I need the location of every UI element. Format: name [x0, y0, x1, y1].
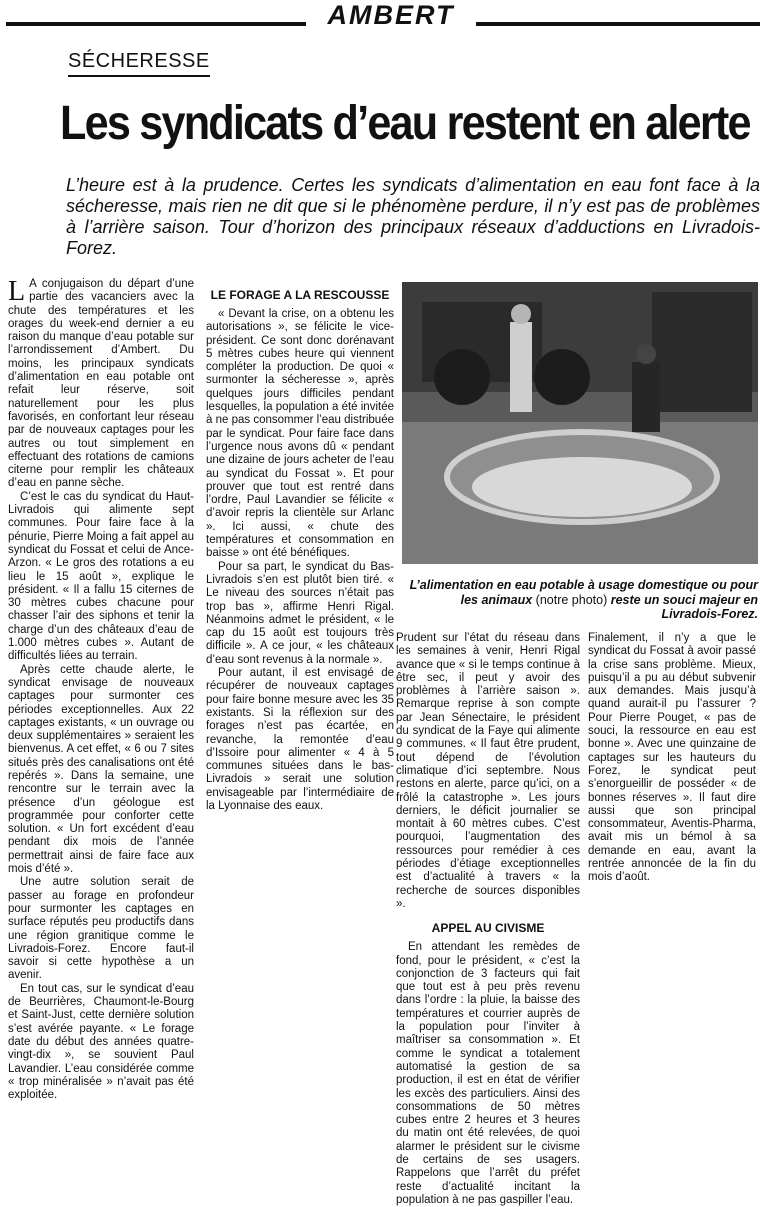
paragraph-5: En tout cas, sur le syndicat d’eau de Beurrières, Chaumont-le-Bourg et Saint-Just, cette dernière solution s’est avérée payante. « Le forage date du début des années quatre-vingt-dix », se souvient Paul Lavandier. L’eau considérée comme « trop minéralisée » n’avait pas été exploitée. [8, 982, 194, 1102]
lead-paragraph: L’heure est à la prudence. Certes les syndicats d’alimentation en eau font face à la sécheresse, mais rien ne dit que si le phénomène perdure, il n’y est pas de problèmes à l’arrière saison. Tour d’horizon des principaux réseaux d’adductions en Livradois-Forez. [66, 175, 760, 258]
paragraph-11: Finalement, il n’y a que le syndicat du Fossat à avoir passé la crise sans problème. Mieux, puisqu’il a pu au début subvenir aux demandes. Mais jusqu’à quand aurait-il pu l’assurer ? Pour Pierre Pouget, « pas de souci, la ressource en eau est bonne ». Avec une quinzaine de captages sur les hauteurs du Forez, le syndicat peut s’enorgueillir de posséder « de bonnes réserves ». Il faut dire aussi que son principal consommateur, Aventis-Pharma, avait mis un bémol à sa demande en eau, avant la rentrée annoncée de la fin du mois d’août. [588, 632, 756, 884]
paragraph-9: Prudent sur l’état du réseau dans les semaines à venir, Henri Rigal avance que « si le temps continue à être sec, il peut y avoir des problèmes à l’arrière saison ». Remarque reprise à son compte par Jean Sénectaire, le président du syndicat de la Faye qui alimente 9 communes. « Il faut être prudent, tout dépend de l’évolution climatique d’ici septembre. Nous restons en alerte, parce qu’ici, on a frôlé la catastrophe ». Les jours derniers, le déficit journalier se montait à 60 mètres cubes. C’est pourquoi, l’augmentation des ressources pour remédier à ces périodes d’étiage exceptionnelles est d’actualité à travers « la recherche de sources disponibles ». [396, 632, 580, 910]
photo-caption [402, 578, 758, 622]
paragraph-1-text: A conjugaison du départ d’une partie des vacanciers avec la chute des températures et les orages du week-end dernier a eu raison du manque d’eau potable sur l’arrondissement d’Ambert. Du moins, les principaux syndicats d’alimentation en eau potable ont refait leur réserve, soit naturellement pour les plus favorisés, en confortant leur réseau par de nouveaux captages pour les autres ou tout simplement en effectuant des rotations de camions citerne pour remplir les châteaux d’eau en panne sèche. [8, 278, 194, 490]
paragraph-3: Après cette chaude alerte, le syndicat envisage de nouveaux captages pour surmonter ces périodes exceptionnelles. Aux 22 captages existants, « un ouvrage ou deux supplémentaires » seraient les bienvenus. A cet effet, « 6 ou 7 sites situés près des canalisations ont été repérés ». Dans la semaine, une rencontre sur le terrain avec la présence d’un géologue est programmée pour conforter cette solution. « Un fort excédent d’eau pendant dix mois de l’année permettrait ainsi de faire face aux mois d’été ». [8, 663, 194, 876]
caption-part-2: (notre photo) [532, 592, 611, 607]
dropcap: L [8, 276, 26, 307]
photo-illustration [402, 282, 758, 564]
paragraph-7: Pour sa part, le syndicat du Bas-Livradois s’en est plutôt bien tiré. « Le niveau des sources n’était pas trop bas », affirme Henri Rigal. Néanmoins admet le président, « le cap du 15 août est toujours très difficile ». A ce jour, « les châteaux d’eau sont revenus à la normale ». [206, 560, 394, 666]
article-column-3 [396, 632, 580, 1206]
section-rule-left [6, 22, 306, 26]
section-title: AMBERT [327, 0, 455, 30]
section-rule-right [476, 22, 760, 26]
article-column-1 [8, 276, 194, 1102]
paragraph-8: Pour autant, il est envisagé de récupérer de nouveaux captages pour faire bonne mesure avec les 35 existants. Si la réflexion sur des forages n’est pas écartée, en revanche, la remontée d’eau d’Issoire pour alimenter « 4 à 5 communes situées dans le bas-Livradois » serait une solution envisageable par l’intermédiaire de la Lyonnaise des eaux. [206, 667, 394, 812]
caption-part-3: reste un souci majeur en Livradois-Forez. [610, 592, 758, 621]
paragraph-1 [8, 278, 194, 491]
subhead-forage: LE FORAGE A LA RESCOUSSE [210, 288, 390, 302]
caption-part-1: L’alimentation en eau potable à usage domestique ou pour les animaux [409, 578, 758, 607]
kicker: SÉCHERESSE [68, 50, 210, 77]
paragraph-6: « Devant la crise, on a obtenu les autorisations », se félicite le vice-président. Ce sont donc dorénavant 5 mètres cubes heure qui viennent compléter la production. De quoi « surmonter la sécheresse », après quelques jours difficiles pendant lesquelles, la population a été invitée à ne pas consommer l’eau distribuée par le syndicat. Pour faire face dans l’urgence nous avons dû « pendant une dizaine de jours acheter de l’eau au syndicat du Fossat ». Et pour prouver que tout est rentré dans l’ordre, Paul Lavandier se félicite « d’avoir repris la clientèle sur Arlanc ». Ici aussi, « chute des températures et consommation en baisse » ont été bénéfiques. [206, 308, 394, 560]
paragraph-10: En attendant les remèdes de fond, pour le président, « c’est la conjonction de 3 facteurs qui fait que tout est à peu près revenu dans l’ordre : la pluie, la baisse des températures et courrier auprès de la population pour l’inviter à maîtriser sa consommation ». Et comme le syndicat a totalement automatisé la gestion de sa production, il est en état de vérifier les excès des particuliers. Ainsi des consommations de 50 mètres cubes entre 2 heures et 3 heures du matin ont été relevées, de quoi alarmer le président sur le civisme de certains de ses usagers. Rappelons que l’arrêt du préfet reste d’actualité incitant la population à ne pas gaspiller l’eau. [396, 941, 580, 1206]
article-column-2 [206, 278, 394, 1000]
paragraph-2: C’est le cas du syndicat du Haut-Livradois qui alimente sept communes. Pour faire face à la pénurie, Pierre Moing a fait appel au syndicat du Fossat et celui de Ance-Arzon. « Le gros des rotations a eu lieu le 15 août », explique le président. « Il a fallu 15 citernes de 30 mètres cubes chacune pour chasser l’air des siphons et tenir la charge d’un des châteaux d’eau de 1.000 mètres cubes ». Autant de difficultés liées au terrain. [8, 490, 194, 663]
headline: Les syndicats d’eau restent en alerte [60, 97, 750, 150]
paragraph-4: Une autre solution serait de passer au forage en profondeur pour surmonter les captages en surface réputés peu productifs dans une région granitique comme le Livradois-Forez. Encore faut-il savoir si cette hypothèse a un avenir. [8, 876, 194, 982]
subhead-civisme: APPEL AU CIVISME [431, 921, 545, 936]
article-column-4 [588, 632, 756, 1000]
article-photo [402, 282, 758, 564]
